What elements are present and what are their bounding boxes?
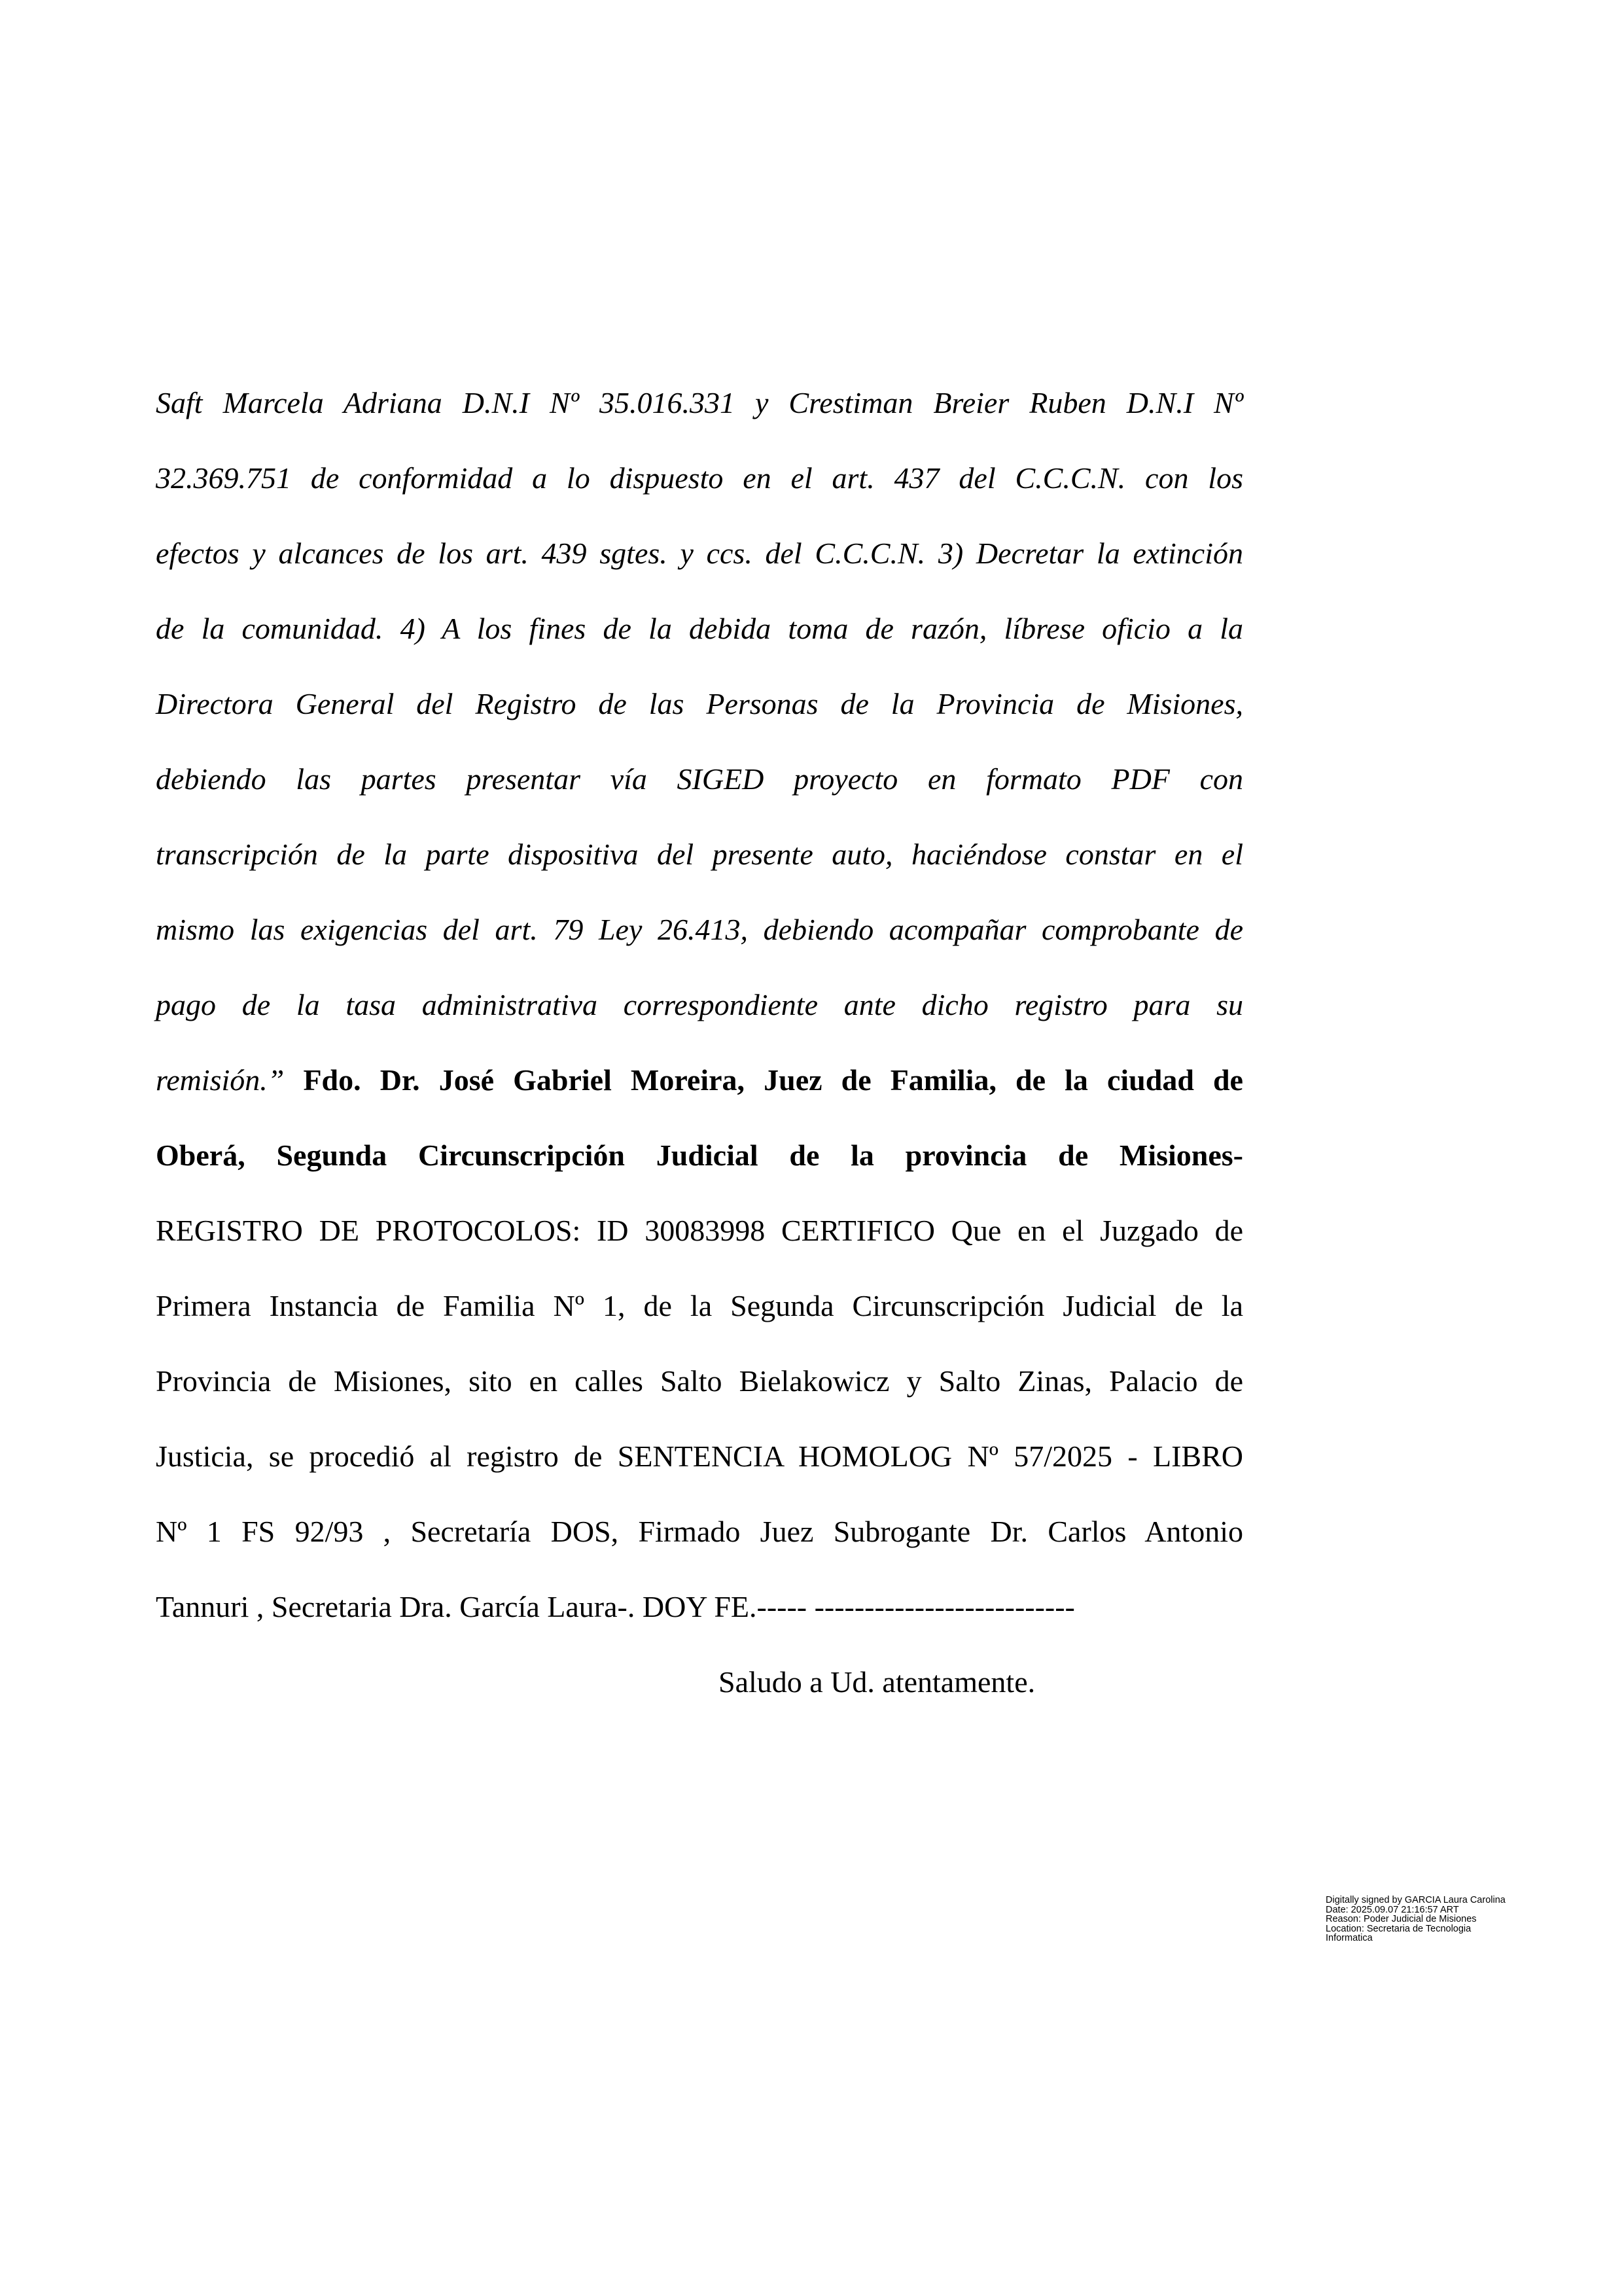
signature-date-line: Date: 2025.09.07 21:16:57 ART xyxy=(1326,1904,1459,1915)
body-line-4-text: de la comunidad. 4) A los fines de la debida toma de razón, líbrese oficio a la xyxy=(156,612,1243,645)
closing-salutation: Saludo a Ud. atentamente. xyxy=(718,1665,1036,1699)
body-line-8 xyxy=(156,911,1243,948)
body-line-17 xyxy=(156,1589,1243,1625)
body-line-16-text: Nº 1 FS 92/93 , Secretaría DOS, Firmado Juez Subrogante Dr. Carlos Antonio xyxy=(156,1515,1243,1548)
body-line-14 xyxy=(156,1363,1243,1400)
body-line-2 xyxy=(156,460,1243,497)
body-line-6-text: debiendo las partes presentar vía SIGED proyecto en formato PDF con xyxy=(156,762,1243,796)
body-line-4 xyxy=(156,610,1243,647)
body-line-11 xyxy=(156,1137,1243,1174)
body-line-1 xyxy=(156,385,1243,421)
body-line-3-text: efectos y alcances de los art. 439 sgtes. y ccs. del C.C.C.N. 3) Decretar la extinción xyxy=(156,537,1243,570)
signature-location-line: Location: Secretaria de Tecnologia xyxy=(1326,1923,1472,1934)
signature-signer-line: Digitally signed by GARCIA Laura Carolina xyxy=(1326,1895,1506,1905)
body-line-16 xyxy=(156,1513,1243,1550)
body-line-5 xyxy=(156,686,1243,722)
body-line-11-text: Oberá, Segunda Circunscripción Judicial de la provincia de Misiones- xyxy=(156,1139,1243,1172)
body-line-13 xyxy=(156,1288,1243,1324)
body-line-10 xyxy=(156,1062,1243,1099)
body-line-5-text: Directora General del Registro de las Personas de la Provincia de Misiones, xyxy=(156,687,1243,720)
body-line-12-text: REGISTRO DE PROTOCOLOS: ID 30083998 CERTIFICO Que en el Juzgado de xyxy=(156,1214,1243,1247)
body-line-13-text: Primera Instancia de Familia Nº 1, de la Segunda Circunscripción Judicial de la xyxy=(156,1289,1243,1322)
signature-reason-line: Reason: Poder Judicial de Misiones xyxy=(1326,1914,1477,1924)
body-line-2-text: 32.369.751 de conformidad a lo dispuesto en el art. 437 del C.C.C.N. con los xyxy=(156,461,1243,495)
body-line-14-text: Provincia de Misiones, sito en calles Salto Bielakowicz y Salto Zinas, Palacio de xyxy=(156,1364,1243,1398)
body-line-9-text: pago de la tasa administrativa correspondiente ante dicho registro para su xyxy=(156,988,1243,1021)
body-line-6 xyxy=(156,761,1243,798)
body-line-7 xyxy=(156,836,1243,873)
body-line-15 xyxy=(156,1438,1243,1475)
body-line-10-bold-text: Fdo. Dr. José Gabriel Moreira, Juez de Familia, de la ciudad de xyxy=(303,1063,1243,1097)
body-line-7-text: transcripción de la parte dispositiva del presente auto, haciéndose constar en el xyxy=(156,838,1243,871)
body-line-15-text: Justicia, se procedió al registro de SENTENCIA HOMOLOG Nº 57/2025 - LIBRO xyxy=(156,1439,1243,1473)
digital-signature-block xyxy=(1326,1896,1542,1943)
body-line-3 xyxy=(156,535,1243,572)
signature-location-continued-line: Informatica xyxy=(1326,1933,1373,1943)
body-line-10-italic-text: remisión.” xyxy=(156,1063,304,1097)
body-line-1-text: Saft Marcela Adriana D.N.I Nº 35.016.331 y Crestiman Breier Ruben D.N.I Nº xyxy=(156,386,1243,419)
body-line-17-text: Tannuri , Secretaria Dra. García Laura-. DOY FE.----- -------------------------- xyxy=(156,1590,1075,1623)
body-line-9 xyxy=(156,987,1243,1023)
body-line-8-text: mismo las exigencias del art. 79 Ley 26.413, debiendo acompañar comprobante de xyxy=(156,913,1243,946)
body-line-12 xyxy=(156,1212,1243,1249)
